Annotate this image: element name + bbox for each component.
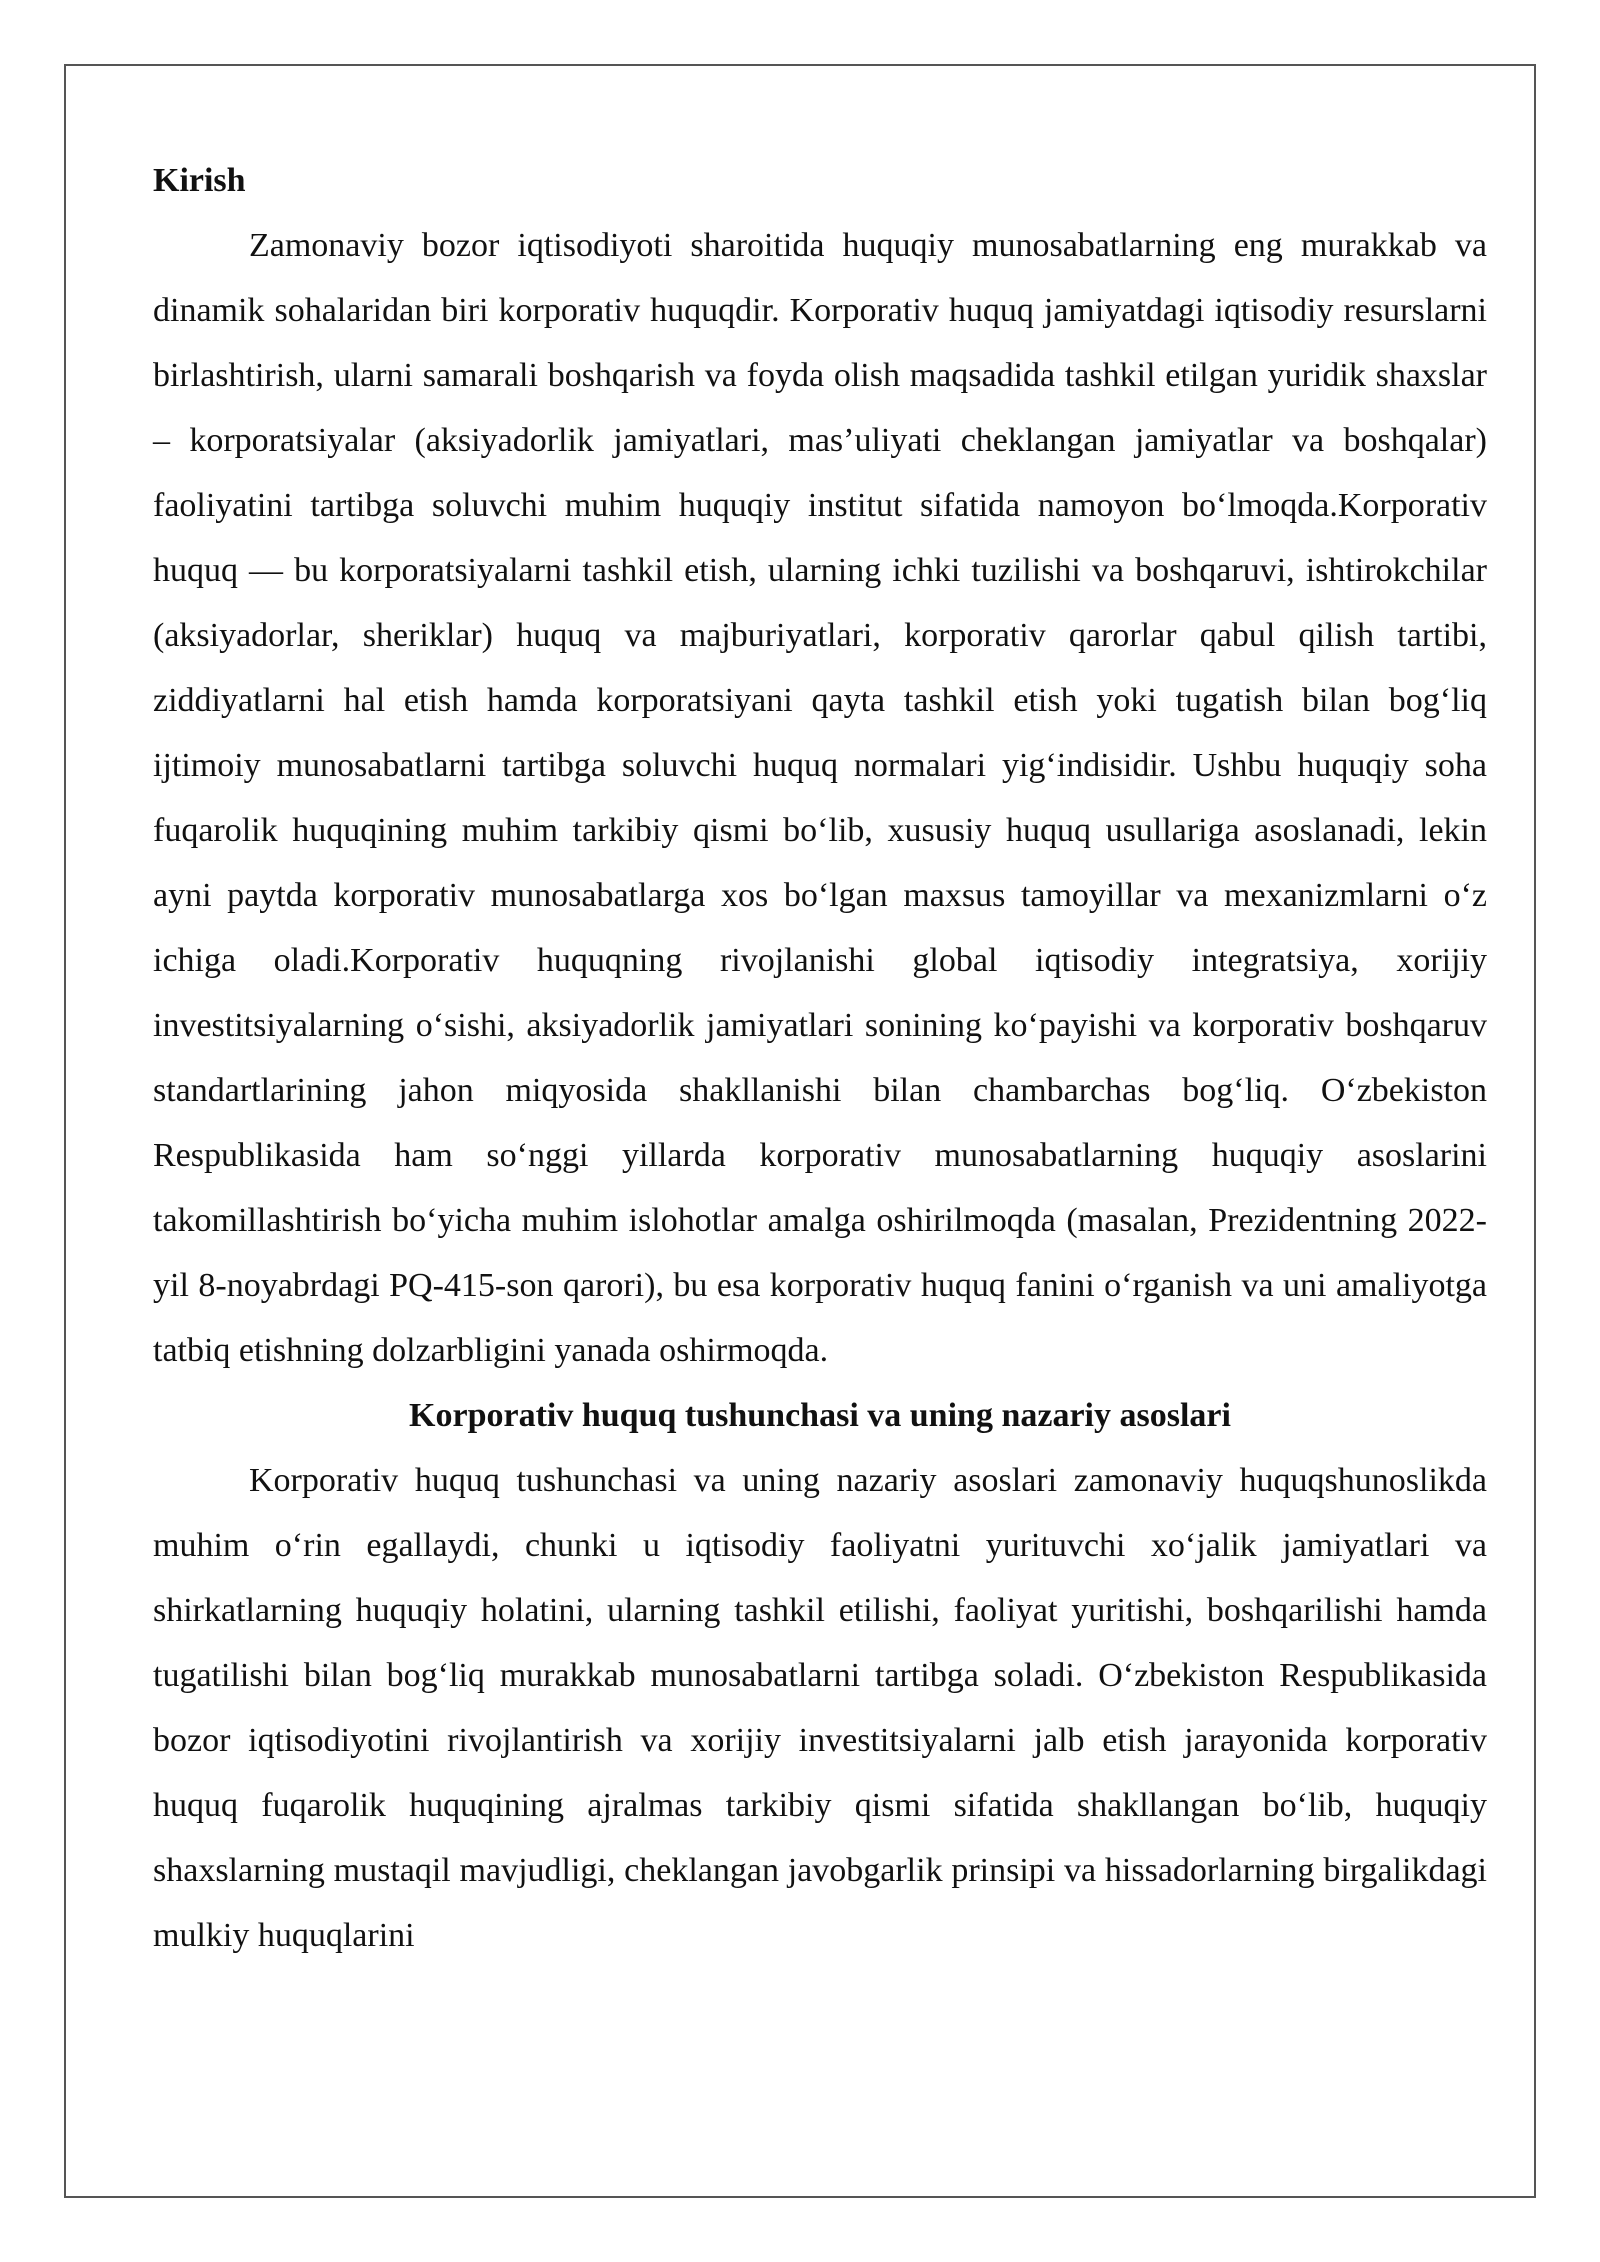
document-body [153, 148, 1487, 1968]
heading-introduction: Kirish [153, 162, 246, 199]
heading-section: Korporativ huquq tushunchasi va uning nazariy asoslari [409, 1397, 1231, 1434]
paragraph-section: Korporativ huquq tushunchasi va uning nazariy asoslari zamonaviy huquqshunoslikda muhim oʻrin egallaydi, chunki u iqtisodiy faoliyatni yurituvchi xoʻjalik jamiyatlari va shirkatlarning huquqiy holatini, ularning tashkil etilishi, faoliyat yuritishi, boshqarilishi hamda tugatilishi bilan bogʻliq murakkab munosabatlarni tartibga soladi. Oʻzbekiston Respublikasida bozor iqtisodiyotini rivojlantirish va xorijiy investitsiyalarni jalb etish jarayonida korporativ huquq fuqarolik huquqining ajralmas tarkibiy qismi sifatida shakllangan boʻlib, huquqiy shaxslarning mustaqil mavjudligi, cheklangan javobgarlik prinsipi va hissadorlarning birgalikdagi mulkiy huquqlarini [153, 1462, 1487, 1954]
paragraph-introduction: Zamonaviy bozor iqtisodiyoti sharoitida huquqiy munosabatlarning eng murakkab va dinamik sohalaridan biri korporativ huquqdir. Korporativ huquq jamiyatdagi iqtisodiy resurslarni birlashtirish, ularni samarali boshqarish va foyda olish maqsadida tashkil etilgan yuridik shaxslar – korporatsiyalar (aksiyadorlik jamiyatlari, mas’uliyati cheklangan jamiyatlar va boshqalar) faoliyatini tartibga soluvchi muhim huquqiy institut sifatida namoyon boʻlmoqda.Korporativ huquq — bu korporatsiyalarni tashkil etish, ularning ichki tuzilishi va boshqaruvi, ishtirokchilar (aksiyadorlar, sheriklar) huquq va majburiyatlari, korporativ qarorlar qabul qilish tartibi, ziddiyatlarni hal etish hamda korporatsiyani qayta tashkil etish yoki tugatish bilan bogʻliq ijtimoiy munosabatlarni tartibga soluvchi huquq normalari yigʻindisidir. Ushbu huquqiy soha fuqarolik huquqining muhim tarkibiy qismi boʻlib, xususiy huquq usullariga asoslanadi, lekin ayni paytda korporativ munosabatlarga xos boʻlgan maxsus tamoyillar va mexanizmlarni oʻz ichiga oladi.Korporativ huquqning rivojlanishi global iqtisodiy integratsiya, xorijiy investitsiyalarning oʻsishi, aksiyadorlik jamiyatlari sonining koʻpayishi va korporativ boshqaruv standartlarining jahon miqyosida shakllanishi bilan chambarchas bogʻliq. Oʻzbekiston Respublikasida ham soʻnggi yillarda korporativ munosabatlarning huquqiy asoslarini takomillashtirish boʻyicha muhim islohotlar amalga oshirilmoqda (masalan, Prezidentning 2022-yil 8-noyabrdagi PQ-415-son qarori), bu esa korporativ huquq fanini oʻrganish va uni amaliyotga tatbiq etishning dolzarbligini yanada oshirmoqda. [153, 227, 1487, 1369]
